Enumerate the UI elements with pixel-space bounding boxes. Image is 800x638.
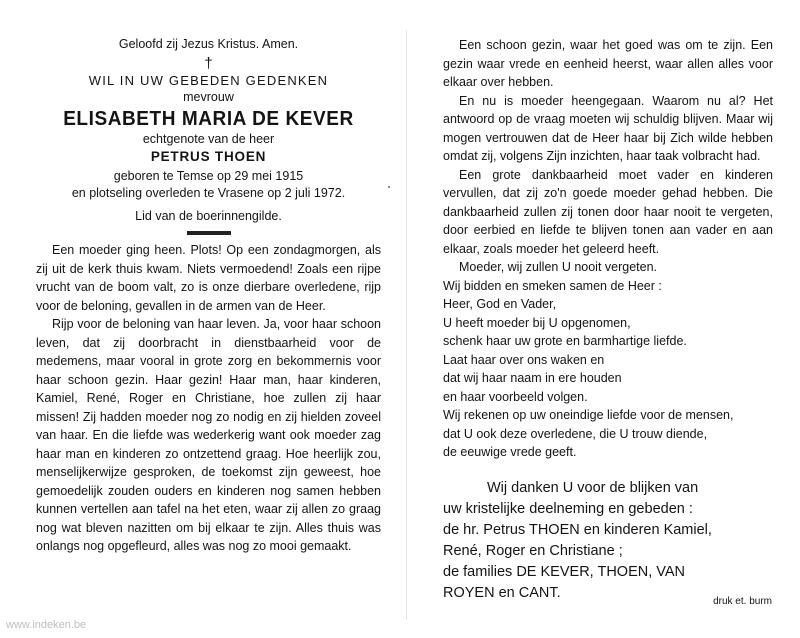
prayer-line: Wij bidden en smeken samen de Heer : — [443, 278, 662, 293]
spouse-intro: echtgenote van de heer — [142, 132, 275, 146]
prayer-line: en haar voorbeeld volgen. — [443, 389, 588, 404]
right-paragraph-4: Moeder, wij zullen U nooit vergeten. — [459, 260, 658, 274]
cross-icon: † — [204, 55, 213, 72]
thanks-line: de hr. Petrus THOEN en kinderen Kamiel, — [443, 521, 712, 538]
printer-credit: druk et. burm — [713, 596, 772, 607]
prayer-line: de eeuwige vrede geeft. — [443, 445, 577, 459]
membership-line: Lid van de boerinnengilde. — [135, 209, 282, 223]
thanks-block — [443, 478, 773, 604]
print-speck — [388, 186, 390, 188]
birth-line: geboren te Temse op 29 mei 1915 — [113, 169, 304, 183]
left-column — [36, 36, 381, 556]
prayer-line: U heeft moeder bij U opgenomen, — [443, 315, 631, 330]
thanks-line: uw kristelijke deelneming en gebeden : — [443, 500, 693, 517]
ornament-divider — [179, 231, 239, 235]
watermark-link[interactable]: www.indeken.be — [6, 619, 87, 631]
prayer-line: Wij rekenen op uw oneindige liefde voor de mensen, — [443, 408, 734, 422]
death-line: en plotseling overleden te Vrasene op 2 juli 1972. — [71, 186, 346, 200]
column-divider — [406, 30, 407, 620]
spouse-name: PETRUS THOEN — [150, 149, 267, 164]
prayer-line: Heer, God en Vader, — [443, 297, 557, 311]
right-paragraph-3: Een grote dankbaarheid moet vader en kinderen vervullen, dat zij zo'n goede moeder gehad hebben. Die dankbaarheid zullen zij tonen door haar nooit te vergeten, door eerbied en liefde te blijven tonen aan vader en aan elkaar, zoals moeder het geleerd heeft. — [443, 167, 773, 256]
thanks-line: Wij danken U voor de blijken van — [487, 479, 699, 496]
opening-line: Geloofd zij Jezus Kristus. Amen. — [118, 37, 299, 51]
right-paragraph-1: Een schoon gezin, waar het goed was om te zijn. Een gezin waar vrede en eenheid heerst, waar allen alles voor elkaar over hebben. — [443, 38, 773, 89]
prayer-line: dat U ook deze overledene, die U trouw diende, — [443, 426, 708, 441]
left-paragraph-1: Een moeder ging heen. Plots! Op een zondagmorgen, als zij uit de kerk thuis kwam. Niets vermoedend! Zoals een rijpe vrucht van de boom valt, zo is onze dierbare overledene, rijp voor de beloning, gevallen in de armen van de Heer. — [36, 243, 381, 313]
left-paragraph-2: Rijp voor de beloning van haar leven. Ja, voor haar schoon leven, dat zij doorbracht in dienstbaarheid voor de medemens, maar vooral in grote zorg en bekommernis voor haar schoon gezin. Haar gezin! Haar man, haar kinderen, Kamiel, René, Roger en Christiane, hoe zullen zij haar missen! Zij hadden moeder nog zo nodig en zij hielden zoveel van haar. En die liefde was wederkerig want ook moeder zag haar man en kinderen zo ontzettend graag. Hoe heerlijk zou, menselijkerwijze gesproken, de toekomst zijn geweest, hoe gemoedelijk zouden ouders en kinderen nog samen hebben kunnen vertellen aan tafel na het eten, waar zij allen zo graag nog wat bleven nazitten om bij elkaar te zijn. Alles thuis was onlangs nog opgefleurd, alles was nog zo mooi gemaakt. — [36, 317, 381, 553]
right-column — [443, 36, 773, 604]
prayer — [443, 277, 773, 462]
thanks-line: ROYEN en CANT. — [443, 584, 561, 601]
remembrance-heading: WIL IN UW GEBEDEN GEDENKEN — [88, 73, 329, 88]
deceased-name: ELISABETH MARIA DE KEVER — [63, 108, 354, 130]
prayer-line: Laat haar over ons waken en — [443, 352, 605, 367]
thanks-line: René, Roger en Christiane ; — [443, 542, 623, 559]
right-paragraph-2: En nu is moeder heengegaan. Waarom nu al? Het antwoord op de vraag moeten wij schuldig blijven. Maar wij mogen vertrouwen dat de Heer haar bij Zich wilde hebben omdat zij, volgens Zijn inzichten, haar taak volbracht had. — [443, 93, 773, 163]
prayer-line: schenk haar uw grote en barmhartige liefde. — [443, 334, 687, 348]
prayer-line: dat wij haar naam in ere houden — [443, 371, 622, 385]
title-mevrouw: mevrouw — [183, 90, 234, 104]
thanks-line: de families DE KEVER, THOEN, VAN — [443, 563, 686, 580]
